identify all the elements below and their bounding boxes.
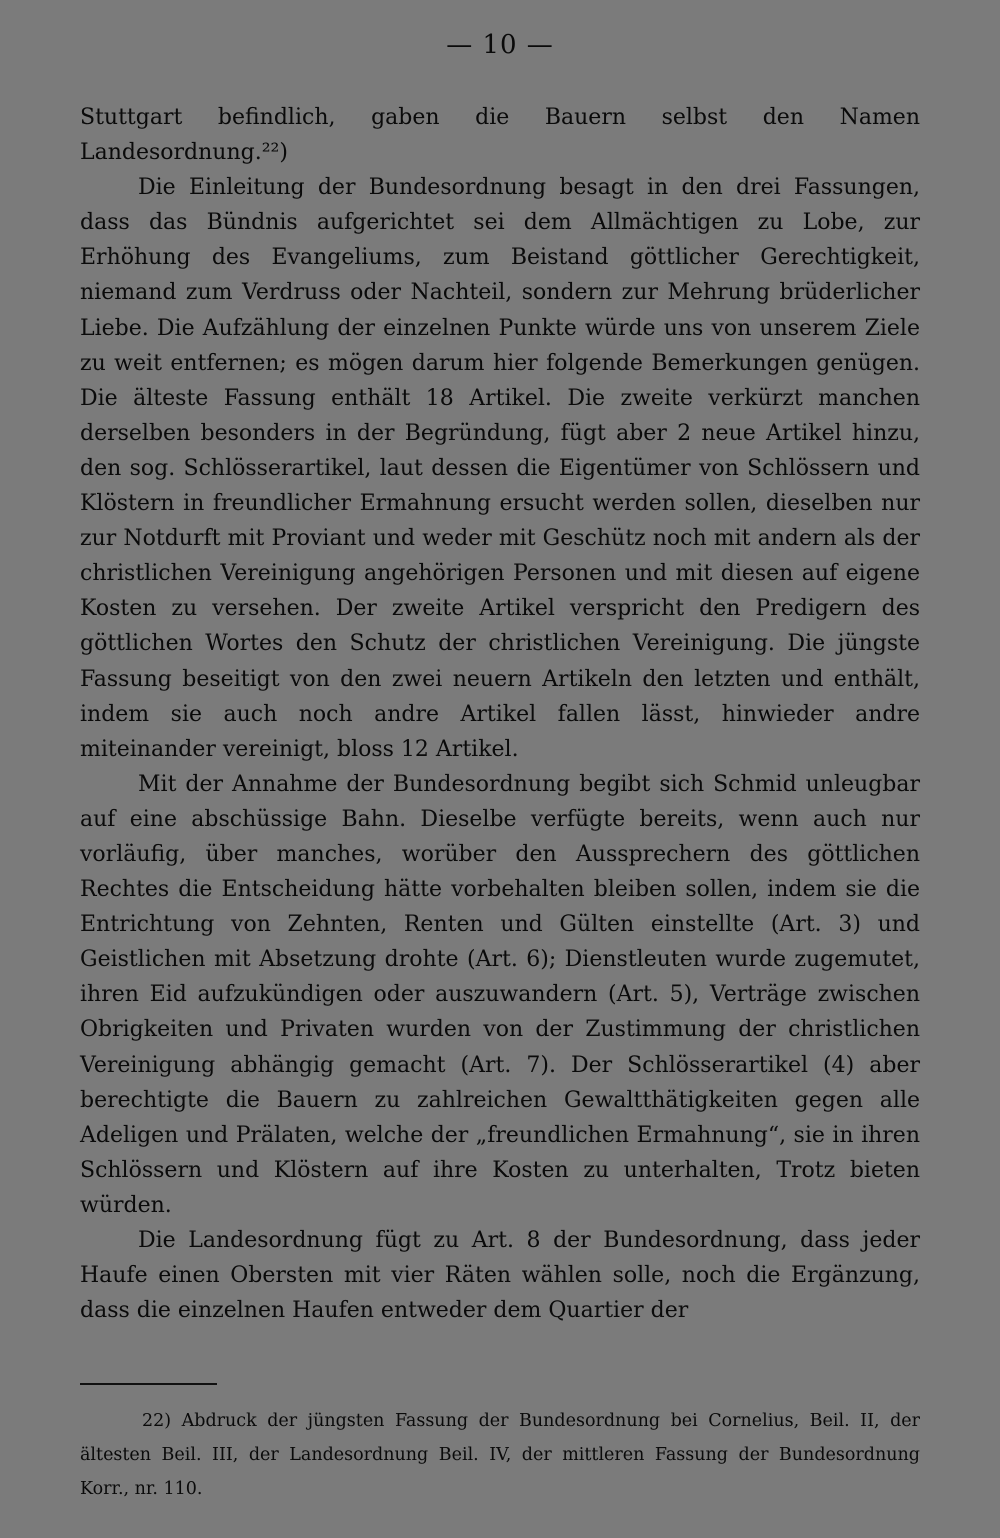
footnote-22: 22) Abdruck der jüngsten Fassung der Bundesordnung bei Cornelius, Beil. II, der ältesten Beil. III, der Landesordnung Beil. IV, der mittleren Fassung der Bundesordnung Korr., nr. 110. xyxy=(80,1411,920,1499)
paragraph-continuation: Stuttgart befindlich, gaben die Bauern selbst den Namen Landesordnung.²²) xyxy=(80,105,920,166)
footnotes xyxy=(80,1404,920,1506)
page-number: — 10 — xyxy=(446,30,554,60)
paragraph: Mit der Annahme der Bundesordnung begibt sich Schmid unleugbar auf eine abschüssige Bahn. Dieselbe verfügte bereits, wenn auch nur vorläufig, über manches, worüber den Aussprechern des göttlichen Rechtes die Entscheidung hätte vorbehalten bleiben sollen, indem sie die Entrichtung von Zehnten, Renten und Gülten einstellte (Art. 3) und Geistlichen mit Absetzung drohte (Art. 6); Dienstleuten wurde zugemutet, ihren Eid aufzukündigen oder auszuwandern (Art. 5), Verträge zwischen Obrigkeiten und Privaten wurden von der Zustimmung der christlichen Vereinigung abhängig gemacht (Art. 7). Der Schlösserartikel (4) aber berechtigte die Bauern zu zahlreichen Gewaltthätigkeiten gegen alle Adeligen und Prälaten, welche der „freundlichen Ermahnung“, sie in ihren Schlössern und Klöstern auf ihre Kosten zu unterhalten, Trotz bieten würden. xyxy=(80,771,920,1218)
paragraph: Die Einleitung der Bundesordnung besagt in den drei Fassungen, dass das Bündnis aufgerichtet sei dem Allmächtigen zu Lobe, zur Erhöhung des Evangeliums, zum Beistand göttlicher Gerechtigkeit, niemand zum Verdruss oder Nachteil, sondern zur Mehrung brüderlicher Liebe. Die Aufzählung der einzelnen Punkte würde uns von unserem Ziele zu weit entfernen; es mögen darum hier folgende Bemerkungen genügen. Die älteste Fassung enthält 18 Artikel. Die zweite verkürzt manchen derselben besonders in der Begründung, fügt aber 2 neue Artikel hinzu, den sog. Schlösserartikel, laut dessen die Eigentümer von Schlössern und Klöstern in freundlicher Ermahnung ersucht werden sollen, dieselben nur zur Notdurft mit Proviant und weder mit Geschütz noch mit andern als der christlichen Vereinigung angehörigen Personen und mit diesen auf eigene Kosten zu versehen. Der zweite Artikel verspricht den Predigern des göttlichen Wortes den Schutz der christlichen Vereinigung. Die jüngste Fassung beseitigt von den zwei neuern Artikeln den letzten und enthält, indem sie auch noch andre Artikel fallen lässt, hinwieder andre miteinander vereinigt, bloss 12 Artikel. xyxy=(80,175,920,762)
footnote-divider xyxy=(80,1383,217,1385)
paragraph: Die Landesordnung fügt zu Art. 8 der Bundesordnung, dass jeder Haufe einen Obersten mit vier Räten wählen solle, noch die Ergänzung, dass die einzelnen Haufen entweder dem Quartier der xyxy=(80,1228,920,1324)
main-text xyxy=(80,100,920,1328)
